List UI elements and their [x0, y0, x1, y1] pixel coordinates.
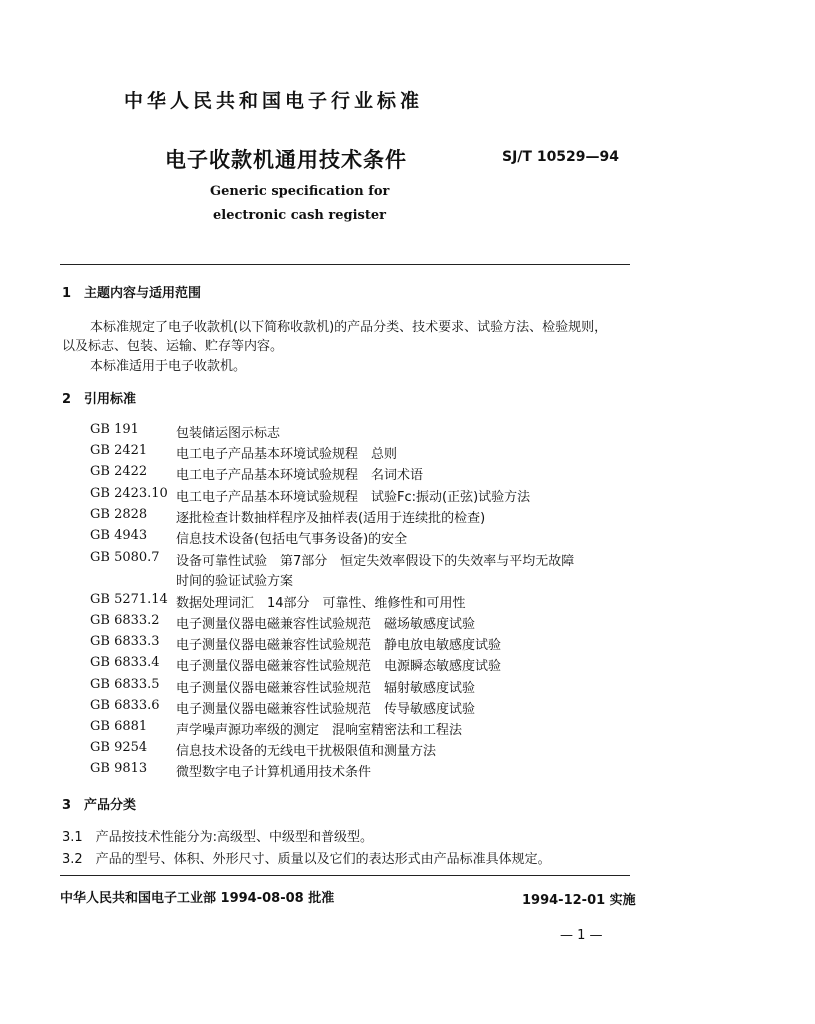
ref-code: GB 9254: [90, 740, 148, 755]
section3-item2: 3.2 产品的型号、体积、外形尺寸、质量以及它们的表达形式由产品标准具体规定。: [62, 852, 551, 867]
ref-title: 电工电子产品基本环境试验规程 名词术语: [176, 468, 424, 483]
ref-code: GB 2828: [90, 507, 148, 522]
ref-code: GB 6881: [90, 719, 148, 734]
document-title: 电子收款机通用技术条件: [165, 148, 407, 172]
ref-title: 电子测量仪器电磁兼容性试验规范 电源瞬态敏感度试验: [176, 659, 502, 674]
ref-title: 电工电子产品基本环境试验规程 总则: [176, 447, 398, 462]
ref-title: 电子测量仪器电磁兼容性试验规范 磁场敏感度试验: [176, 617, 476, 632]
ref-title: 声学噪声源功率级的测定 混响室精密法和工程法: [176, 723, 463, 738]
ref-code: GB 6833.2: [90, 613, 160, 628]
ref-code: GB 5080.7: [90, 550, 160, 565]
ref-code: GB 6833.6: [90, 698, 160, 713]
english-title-line1: Generic specification for: [210, 184, 390, 199]
issuing-organization: 中华人民共和国电子行业标准: [124, 90, 424, 112]
page-number: — 1 —: [560, 928, 603, 943]
ref-title: 设备可靠性试验 第7部分 恒定失效率假设下的失效率与平均无故障: [176, 554, 575, 569]
ref-code: GB 4943: [90, 528, 148, 543]
footer-divider: [60, 875, 630, 876]
ref-title: 信息技术设备的无线电干扰极限值和测量方法: [176, 744, 437, 759]
ref-code: GB 9813: [90, 761, 148, 776]
ref-title: 电子测量仪器电磁兼容性试验规范 静电放电敏感度试验: [176, 638, 502, 653]
ref-title-continuation: 时间的验证试验方案: [176, 574, 294, 589]
ref-title: 电子测量仪器电磁兼容性试验规范 传导敏感度试验: [176, 702, 476, 717]
ref-code: GB 2423.10: [90, 486, 168, 501]
ref-code: GB 6833.5: [90, 677, 160, 692]
ref-code: GB 191: [90, 422, 139, 437]
standard-code: SJ/T 10529—94: [502, 149, 620, 165]
section1-para1-line2: 以及标志、包装、运输、贮存等内容。: [62, 339, 284, 354]
ref-title: 包装储运图示标志: [176, 426, 281, 441]
section1-heading: 1 主题内容与适用范围: [62, 286, 202, 301]
ref-title: 电子测量仪器电磁兼容性试验规范 辐射敏感度试验: [176, 681, 476, 696]
section3-heading: 3 产品分类: [62, 798, 137, 813]
ref-code: GB 5271.14: [90, 592, 168, 607]
section3-item1: 3.1 产品按技术性能分为:高级型、中级型和普级型。: [62, 830, 374, 845]
ref-title: 逐批检查计数抽样程序及抽样表(适用于连续批的检查): [176, 511, 486, 526]
ref-title: 电工电子产品基本环境试验规程 试验Fc:振动(正弦)试验方法: [176, 490, 531, 505]
ref-title: 信息技术设备(包括电气事务设备)的安全: [176, 532, 408, 547]
ref-title: 数据处理词汇 14部分 可靠性、维修性和可用性: [176, 596, 466, 611]
ref-code: GB 2422: [90, 464, 148, 479]
ref-code: GB 2421: [90, 443, 148, 458]
approval-statement: 中华人民共和国电子工业部 1994-08-08 批准: [60, 891, 335, 906]
implementation-date: 1994-12-01 实施: [522, 893, 636, 908]
section1-para2: 本标准适用于电子收款机。: [90, 359, 247, 374]
section2-heading: 2 引用标准: [62, 392, 137, 407]
english-title-line2: electronic cash register: [213, 208, 386, 223]
ref-code: GB 6833.3: [90, 634, 160, 649]
ref-code: GB 6833.4: [90, 655, 160, 670]
header-divider: [60, 264, 630, 265]
section1-para1-line1: 本标准规定了电子收款机(以下简称收款机)的产品分类、技术要求、试验方法、检验规则，: [90, 320, 608, 335]
ref-title: 微型数字电子计算机通用技术条件: [176, 765, 372, 780]
